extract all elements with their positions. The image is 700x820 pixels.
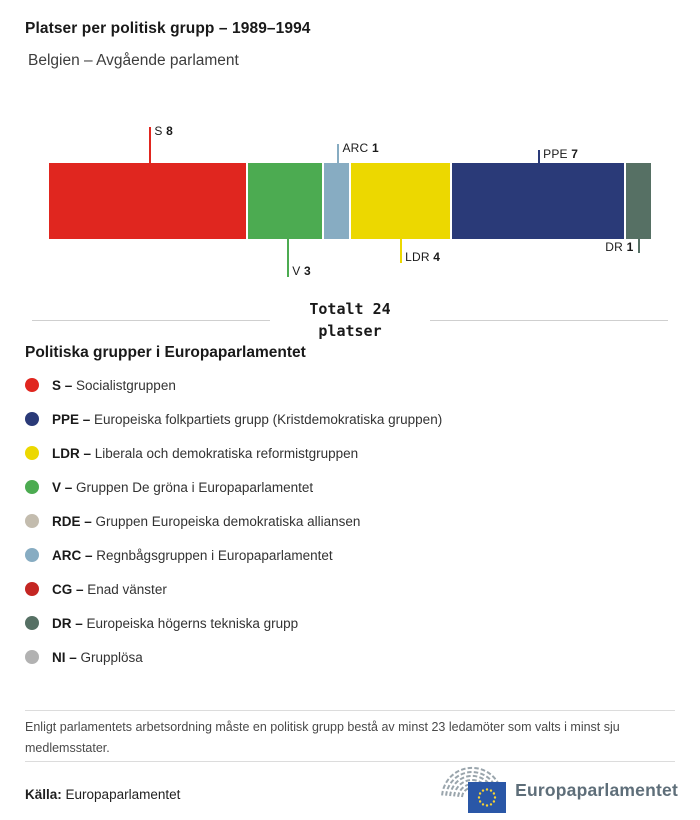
- footer-divider: [25, 761, 675, 762]
- header: [25, 20, 311, 70]
- legend-item-label: ARC – Regnbågsgruppen i Europaparlamentet: [52, 547, 333, 563]
- footnote-text: Enligt parlamentets arbetsordning måste en politisk grupp bestå av minst 23 ledamöter som valts i minst sju medlemsstater.: [25, 720, 620, 756]
- ep-logo: [434, 766, 678, 814]
- eu-star: [478, 796, 480, 798]
- bar-segment-dr: [626, 163, 651, 239]
- legend-item-label: LDR – Liberala och demokratiska reformistgruppen: [52, 445, 359, 461]
- legend-item-ni: [25, 640, 675, 674]
- total-row: [32, 299, 668, 343]
- legend-list: [25, 368, 675, 674]
- ep-hemicycle-icon: [434, 766, 508, 814]
- eu-star: [482, 803, 484, 805]
- eu-star: [490, 789, 492, 791]
- total-divider-right: [430, 320, 668, 321]
- segment-tick-s: [149, 127, 151, 163]
- legend-item-dr: [25, 606, 675, 640]
- eu-flag-icon: [468, 782, 506, 813]
- legend-color-dot: [25, 616, 39, 630]
- eu-star: [490, 803, 492, 805]
- legend-item-label: CG – Enad vänster: [52, 581, 167, 597]
- footer: [25, 766, 678, 814]
- legend-item-cg: [25, 572, 675, 606]
- eu-star: [479, 792, 481, 794]
- segment-tick-arc: [337, 144, 339, 163]
- source-value: Europaparlamentet: [65, 786, 181, 802]
- seats-bar: [49, 163, 651, 239]
- ep-wordmark: Europaparlamentet: [515, 779, 678, 800]
- page-title: Platser per politisk grupp – 1989–1994: [25, 20, 311, 37]
- legend-color-dot: [25, 650, 39, 664]
- legend-color-dot: [25, 582, 39, 596]
- legend-color-dot: [25, 514, 39, 528]
- bar-segment-arc: [324, 163, 349, 239]
- eu-star: [486, 788, 488, 790]
- segment-tick-ppe: [538, 150, 540, 163]
- eu-star: [493, 800, 495, 802]
- eu-star: [493, 792, 495, 794]
- legend-item-v: [25, 470, 675, 504]
- segment-label-ppe: PPE 7: [543, 147, 579, 161]
- legend-title: Politiska grupper i Europaparlamentet: [25, 344, 306, 361]
- eu-star: [486, 804, 488, 806]
- eu-star: [479, 800, 481, 802]
- page-subtitle: Belgien – Avgående parlament: [28, 52, 239, 69]
- segment-tick-v: [287, 239, 289, 277]
- source-label: Källa:: [25, 786, 62, 802]
- legend-item-label: NI – Grupplösa: [52, 649, 143, 665]
- segment-label-ldr: LDR 4: [405, 250, 441, 264]
- legend-item-s: [25, 368, 675, 402]
- segment-label-s: S 8: [154, 124, 173, 138]
- legend-item-label: RDE – Gruppen Europeiska demokratiska alliansen: [52, 513, 361, 529]
- bar-segment-ldr: [351, 163, 450, 239]
- legend-color-dot: [25, 378, 39, 392]
- eu-star: [482, 789, 484, 791]
- source-line: [25, 787, 180, 802]
- legend-item-label: DR – Europeiska högerns tekniska grupp: [52, 615, 299, 631]
- segment-tick-ldr: [400, 239, 402, 263]
- bar-segment-s: [49, 163, 246, 239]
- segment-label-arc: ARC 1: [342, 141, 379, 155]
- legend-item-rde: [25, 504, 675, 538]
- total-divider-left: [32, 320, 270, 321]
- legend-color-dot: [25, 412, 39, 426]
- total-seats-label: Totalt 24 platser: [309, 300, 391, 340]
- segment-label-dr: DR 1: [605, 240, 634, 254]
- legend-color-dot: [25, 480, 39, 494]
- legend-item-label: PPE – Europeiska folkpartiets grupp (Kristdemokratiska gruppen): [52, 411, 443, 427]
- footnote-divider: [25, 710, 675, 711]
- segment-tick-dr: [638, 239, 640, 253]
- legend-item-label: V – Gruppen De gröna i Europaparlamentet: [52, 479, 314, 495]
- eu-star: [494, 796, 496, 798]
- legend-item-ldr: [25, 436, 675, 470]
- legend-item-ppe: [25, 402, 675, 436]
- legend-color-dot: [25, 446, 39, 460]
- bar-segment-v: [248, 163, 322, 239]
- legend-item-arc: [25, 538, 675, 572]
- legend-item-label: S – Socialistgruppen: [52, 377, 176, 393]
- segment-label-v: V 3: [292, 264, 311, 278]
- bar-segment-ppe: [452, 163, 625, 239]
- seats-chart: [0, 115, 700, 293]
- legend-color-dot: [25, 548, 39, 562]
